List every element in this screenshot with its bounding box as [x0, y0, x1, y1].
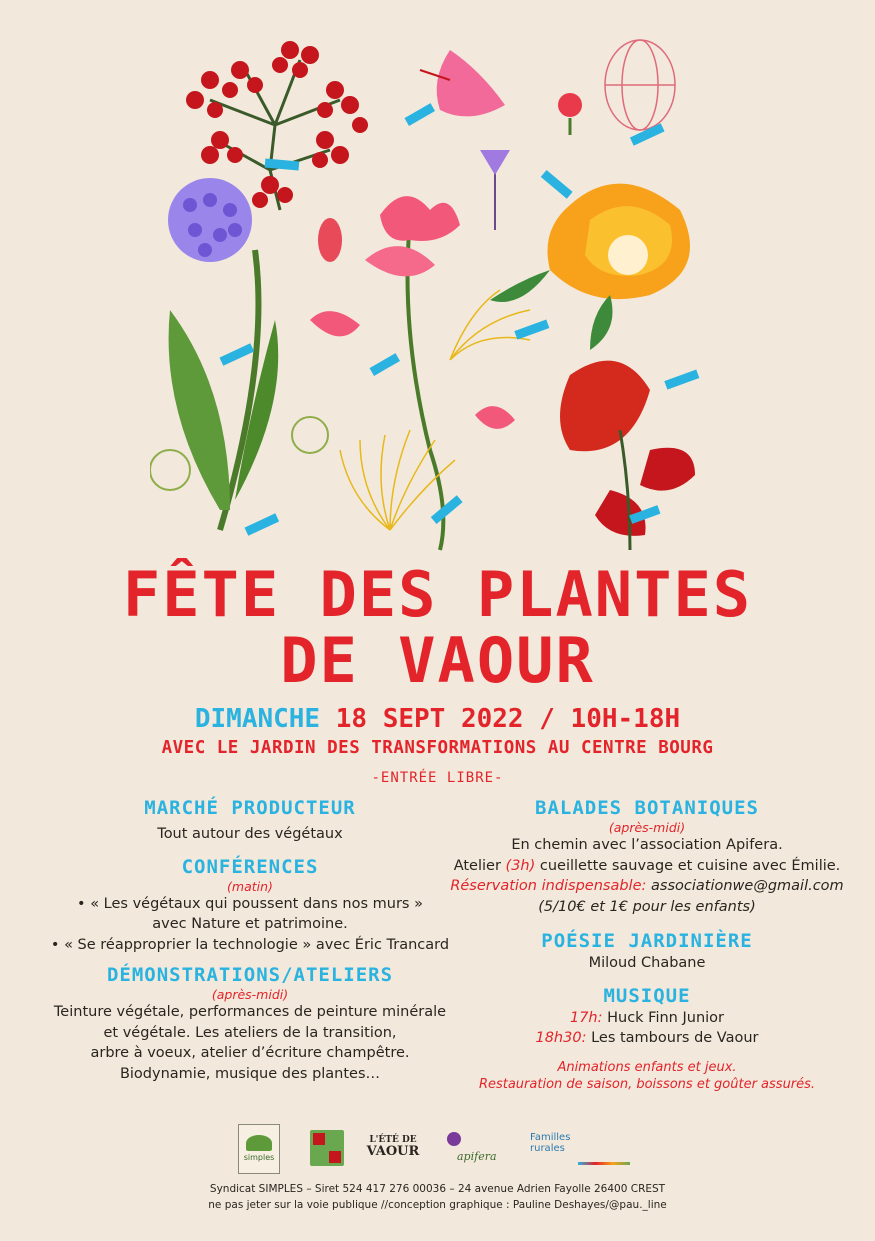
- conferences-line-2: avec Nature et patrimoine.: [152, 916, 348, 932]
- balades-title: BALADES BOTANIQUES: [535, 797, 759, 819]
- title-line-1: FÊTE DES PLANTES: [122, 558, 753, 631]
- demos-note: (après-midi): [211, 987, 289, 1002]
- balades-line-3: [432, 876, 862, 897]
- marche-text: Tout autour des végétaux: [157, 826, 343, 842]
- balades-price: (5/10€ et 1€ pour les enfants): [538, 898, 756, 915]
- event-subtitle: AVEC LE JARDIN DES TRANSFORMATIONS AU CENTRE BOURG: [161, 738, 714, 758]
- program-left-column: [40, 796, 460, 1084]
- conferences-line-1: • « Les végétaux qui poussent dans nos murs »: [77, 895, 423, 912]
- tape-strips: [219, 103, 699, 536]
- conferences-title: CONFÉRENCES: [181, 855, 319, 878]
- pink-flower-icon: [310, 196, 515, 550]
- reservation-email[interactable]: associationwe@gmail.com: [646, 878, 844, 894]
- apifera-logo-text: apifera: [457, 1150, 497, 1163]
- entry-note: -ENTRÉE LIBRE-: [371, 770, 504, 786]
- apifera-logo: [443, 1132, 503, 1168]
- bud-icon: [558, 93, 582, 135]
- reservation-label: Réservation indispensable:: [450, 878, 647, 894]
- familles-rurales-logo: [530, 1132, 634, 1168]
- title-line-2: DE VAOUR: [280, 624, 595, 697]
- event-date-time: 18 SEPT 2022 / 10H-18H: [320, 704, 681, 734]
- simples-logo-text: simples: [243, 1153, 275, 1162]
- pink-lily-icon: [420, 50, 505, 116]
- conferences-line-3: • « Se réapproprier la technologie » avec Éric Trancard: [50, 936, 450, 953]
- balades-line-1: En chemin avec l’association Apifera.: [511, 837, 783, 853]
- bee-icon: [447, 1132, 461, 1146]
- musique-act-2: Les tambours de Vaour: [586, 1030, 759, 1046]
- partner-logos: [230, 1122, 650, 1178]
- green-plant-icon: [150, 250, 328, 530]
- balades-line-2: [432, 856, 862, 877]
- credit-line-2: ne pas jeter sur la voie publique //conception graphique : Pauline Deshayes/@pau._line: [208, 1199, 667, 1211]
- ete-de-vaour-logo: [366, 1134, 420, 1158]
- purple-flower-icon: [168, 178, 252, 262]
- balades-line-2c: cueillette sauvage et cuisine avec Émilie.: [535, 857, 841, 874]
- ete-logo-line-1: L'ÉTÉ DE: [369, 1135, 417, 1145]
- musique-line-2: [432, 1028, 862, 1049]
- red-leaves-icon: [560, 361, 695, 550]
- musique-line-1: [432, 1008, 862, 1029]
- conferences-note: (matin): [227, 878, 273, 894]
- orange-flower-icon: [490, 184, 690, 350]
- demos-line-3: arbre à voeux, atelier d’écriture champêtre.: [90, 1045, 410, 1061]
- event-day: DIMANCHE: [194, 704, 321, 734]
- ete-logo-line-2: VAOUR: [366, 1144, 420, 1159]
- footer-note-1: Animations enfants et jeux.: [557, 1059, 737, 1075]
- poesie-title: POÉSIE JARDINIÈRE: [541, 930, 753, 952]
- event-date: [0, 704, 875, 734]
- simples-logo: [238, 1124, 280, 1174]
- musique-act-1: Huck Finn Junior: [602, 1009, 725, 1026]
- balades-line-2a: Atelier: [453, 857, 506, 874]
- demos-line-4: Biodynamie, musique des plantes…: [119, 1065, 381, 1082]
- musique-time-2: 18h30:: [535, 1030, 587, 1046]
- balades-note: (après-midi): [608, 820, 686, 835]
- marche-title: MARCHÉ PRODUCTEUR: [144, 797, 356, 819]
- demos-title: DÉMONSTRATIONS/ATELIERS: [106, 964, 394, 986]
- musique-time-1: 17h:: [569, 1009, 603, 1026]
- vaour-coat-of-arms-logo: [310, 1130, 344, 1166]
- program-right-column: [432, 796, 862, 1093]
- demos-line-2: et végétale. Les ateliers de la transition,: [103, 1024, 397, 1041]
- footer-note-2: Restauration de saison, boissons et goûter assurés.: [478, 1076, 816, 1092]
- musique-title: MUSIQUE: [603, 984, 691, 1007]
- poesie-text: Miloud Chabane: [588, 955, 706, 971]
- familles-line-1: Familles: [530, 1132, 571, 1143]
- credit-line-1: Syndicat SIMPLES – Siret 524 417 276 00036 – 24 avenue Adrien Fayolle 26400 CREST: [209, 1183, 666, 1195]
- botanical-illustration: [150, 30, 730, 560]
- lantern-icon: [605, 40, 675, 130]
- purple-stem-icon: [480, 150, 510, 230]
- demos-line-1: Teinture végétale, performances de peinture minérale: [53, 1004, 447, 1020]
- balades-duration: (3h): [505, 857, 536, 874]
- familles-line-2: rurales: [530, 1143, 565, 1154]
